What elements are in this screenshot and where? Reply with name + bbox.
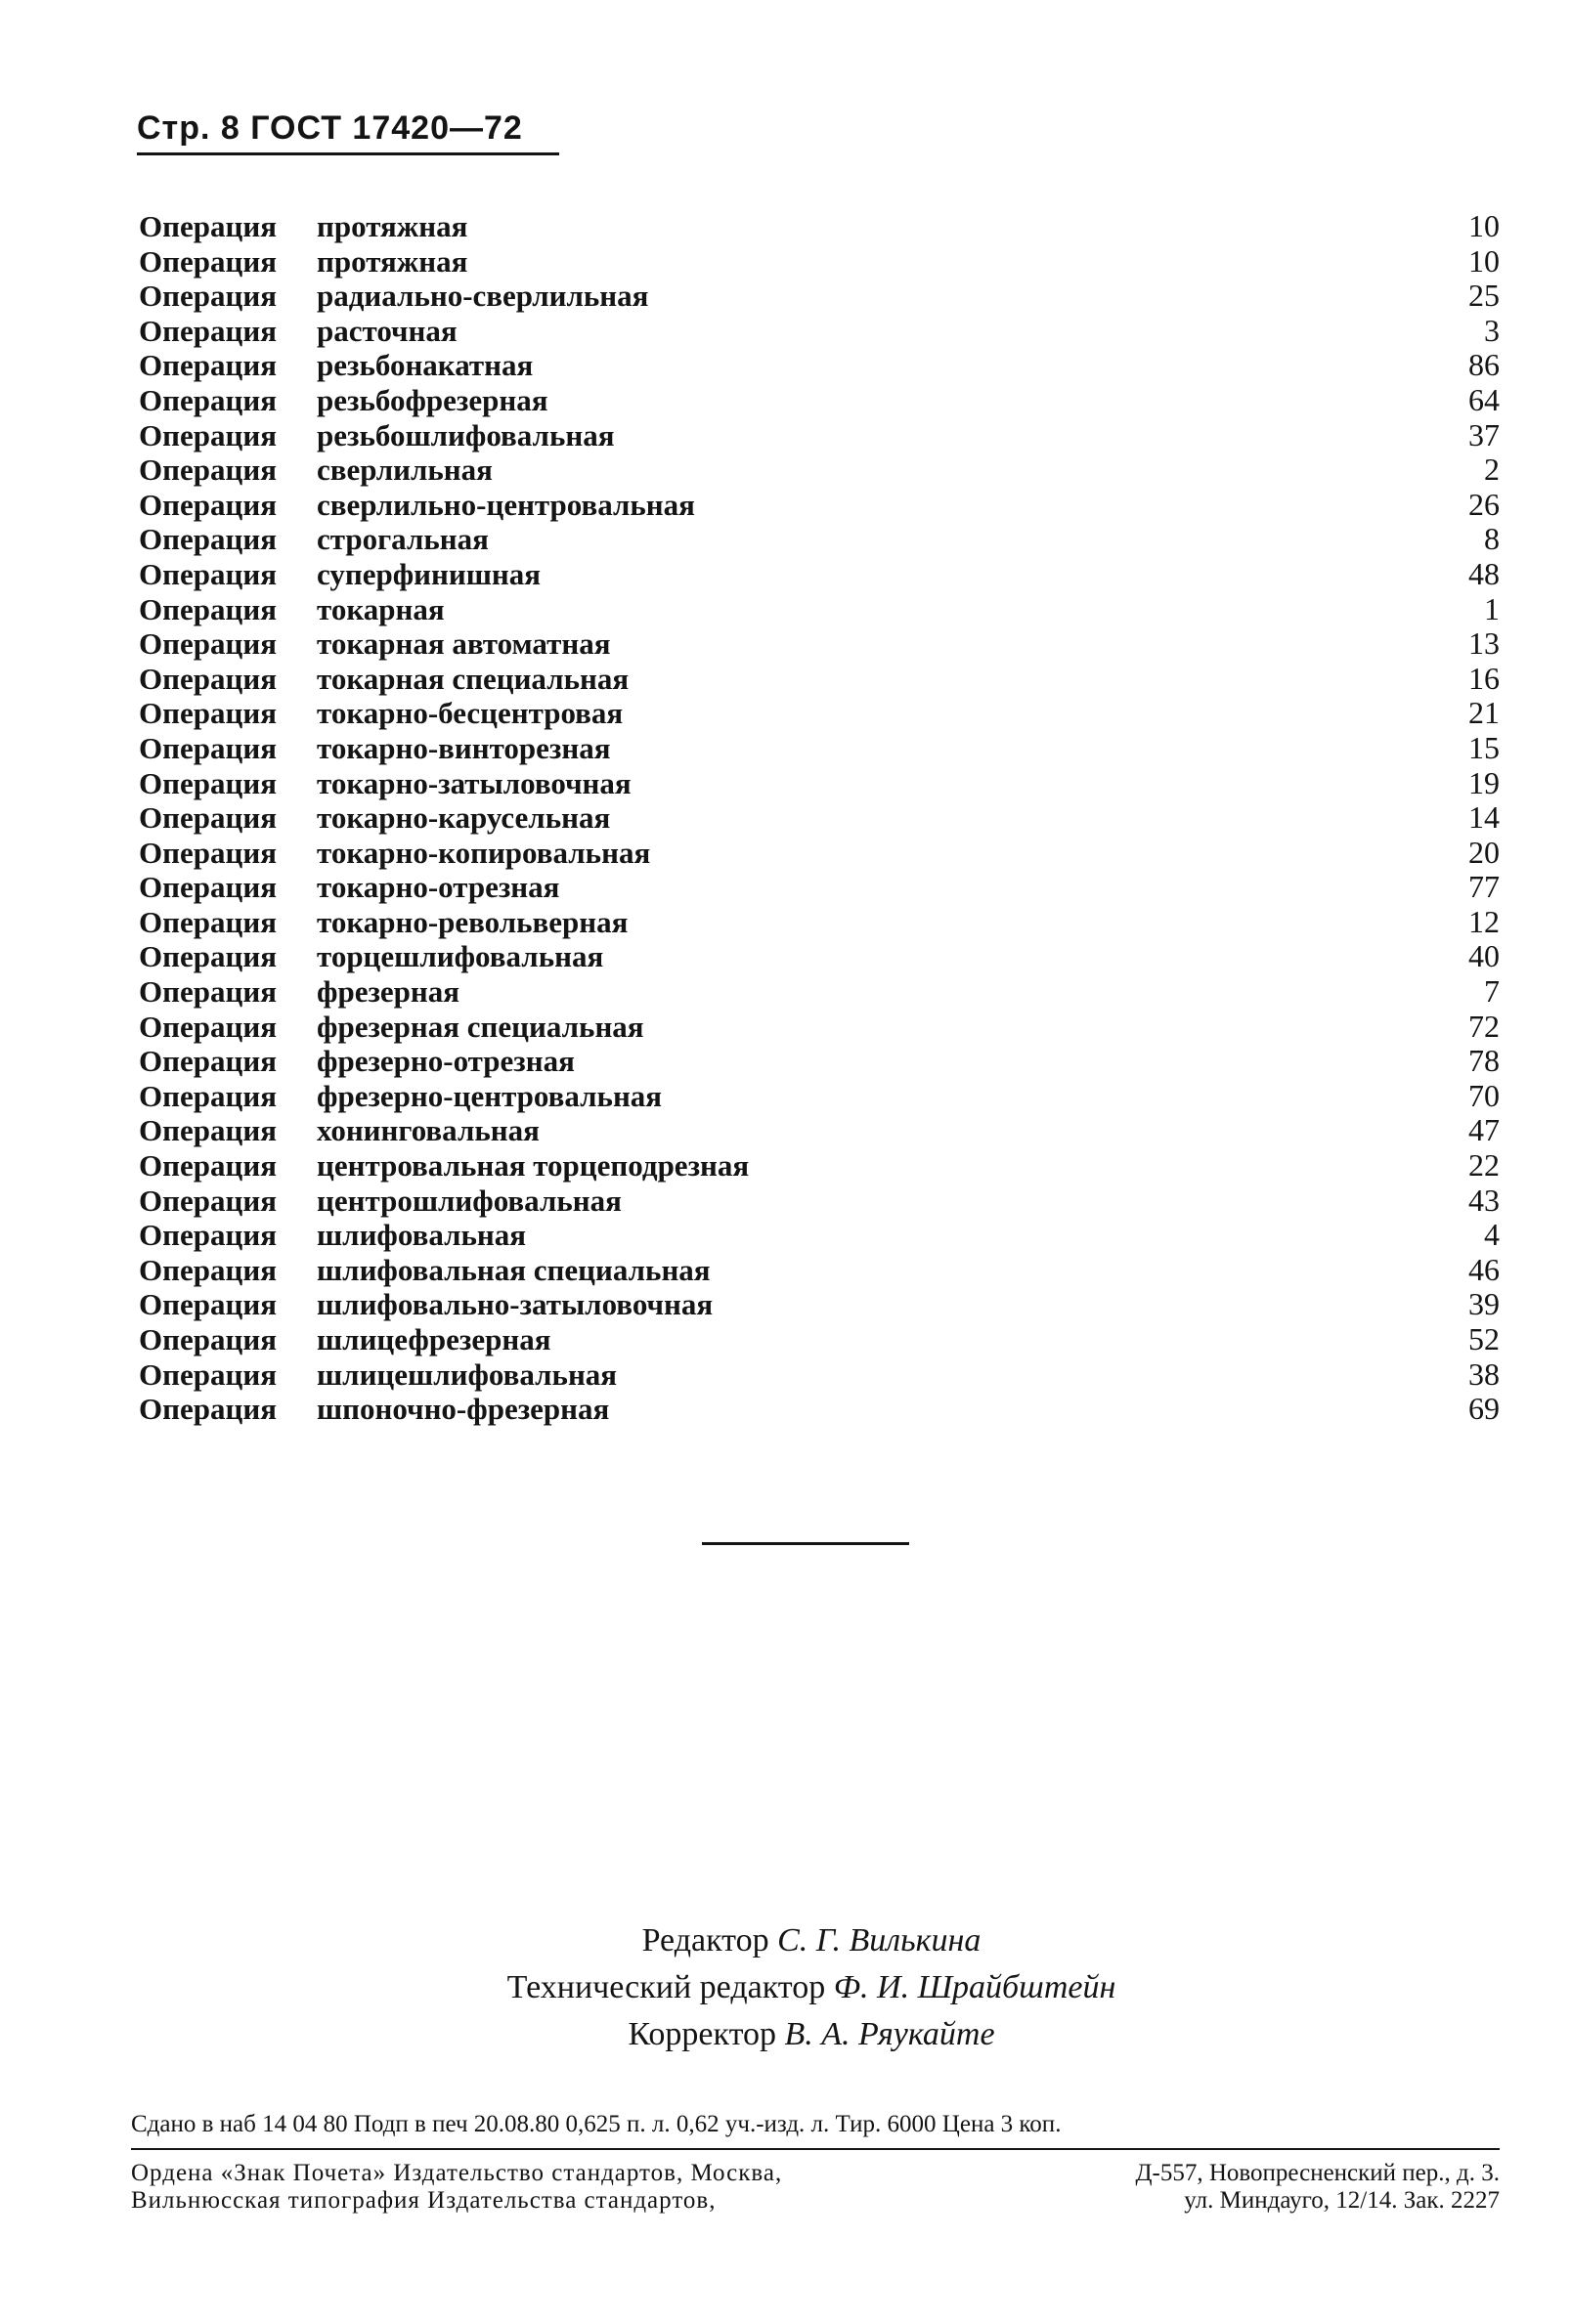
entry-word: Операция [139, 1392, 277, 1427]
entry-page-number: 10 [1468, 242, 1500, 279]
entry-word: Операция [139, 1078, 277, 1113]
entry-name: токарная специальная [317, 661, 630, 696]
entry-page-number: 72 [1468, 1008, 1500, 1044]
entry-word: Операция [139, 313, 277, 348]
section-divider [702, 1542, 909, 1545]
entry-word: Операция [139, 417, 277, 452]
entry-page-number: 19 [1468, 764, 1500, 800]
editor-line [371, 1917, 1251, 1964]
entry-word: Операция [139, 1148, 277, 1184]
corrector-line [371, 2011, 1251, 2058]
list-item [125, 314, 1513, 349]
entry-name: фрезерно-центровальная [317, 1078, 663, 1113]
list-item [125, 939, 1513, 974]
entry-page-number: 26 [1468, 486, 1500, 522]
entry-page-number: 12 [1468, 903, 1500, 939]
entry-word: Операция [139, 904, 277, 939]
entry-word: Операция [139, 800, 277, 836]
entry-word: Операция [139, 452, 277, 488]
list-item [125, 348, 1513, 383]
entry-word: Операция [139, 1322, 277, 1356]
entry-name: резьбошлифовальная [317, 417, 615, 452]
entry-page-number: 70 [1468, 1077, 1500, 1113]
list-item [125, 279, 1513, 314]
entry-page-number: 78 [1468, 1043, 1500, 1079]
entry-page-number: 15 [1468, 729, 1500, 765]
entry-word: Операция [139, 870, 277, 905]
list-item [125, 662, 1513, 697]
entry-word: Операция [139, 522, 277, 557]
entry-name: протяжная [317, 243, 468, 279]
entry-page-number: 40 [1468, 938, 1500, 974]
publisher-row [131, 2160, 1500, 2187]
entry-page-number: 14 [1468, 799, 1500, 836]
entry-name: шлицешлифовальная [317, 1356, 618, 1392]
entry-name: торцешлифовальная [317, 939, 604, 974]
entry-word: Операция [139, 1252, 277, 1287]
list-item [125, 836, 1513, 871]
entry-name: сверлильная [317, 452, 493, 488]
entry-word: Операция [139, 696, 277, 731]
list-item [125, 731, 1513, 766]
printer-row [131, 2187, 1500, 2215]
corrector-name: В. А. Ряукайте [784, 2016, 995, 2052]
list-item [125, 592, 1513, 627]
entry-name: токарно-винторезная [317, 730, 611, 765]
entry-page-number: 16 [1468, 660, 1500, 696]
entry-page-number: 86 [1468, 347, 1500, 383]
entry-word: Операция [139, 661, 277, 696]
entry-word: Операция [139, 556, 277, 591]
entry-word: Операция [139, 243, 277, 279]
entry-page-number: 3 [1484, 312, 1500, 348]
entry-word: Операция [139, 382, 277, 417]
entry-page-number: 25 [1468, 278, 1500, 314]
entry-page-number: 20 [1468, 834, 1500, 870]
list-item [125, 1044, 1513, 1079]
entry-page-number: 13 [1468, 625, 1500, 662]
entry-word: Операция [139, 1113, 277, 1148]
list-item [125, 1357, 1513, 1393]
list-item [125, 905, 1513, 940]
entry-name: протяжная [317, 209, 468, 243]
entry-word: Операция [139, 487, 277, 522]
list-item [125, 557, 1513, 592]
list-item [125, 383, 1513, 418]
entry-name: резьбофрезерная [317, 382, 548, 417]
printer-name: Вильнюсская типография Издательства стандартов, [131, 2187, 717, 2214]
editor-name: С. Г. Вилькина [777, 1922, 982, 1958]
entry-name: токарно-копировальная [317, 835, 651, 870]
entry-name: фрезерная [317, 974, 460, 1010]
list-item [125, 1148, 1513, 1184]
entry-name: токарно-отрезная [317, 870, 560, 905]
header-rule [137, 152, 559, 155]
list-item [125, 870, 1513, 905]
entry-word: Операция [139, 1183, 277, 1218]
entry-page-number: 69 [1468, 1391, 1500, 1427]
entry-page-number: 77 [1468, 869, 1500, 905]
print-details: Сдано в наб 14 04 80 Подп в печ 20.08.80 0,625 п. л. 0,62 уч.-изд. л. Тир. 6000 Цена 3 коп. [131, 2111, 1062, 2137]
list-item [125, 488, 1513, 523]
entry-name: шлифовальная [317, 1218, 527, 1253]
printer-address: ул. Миндауго, 12/14. Зак. 2227 [1184, 2187, 1500, 2214]
entry-page-number: 39 [1468, 1286, 1500, 1322]
entry-name: шпоночно-фрезерная [317, 1392, 610, 1427]
entry-name: фрезерно-отрезная [317, 1044, 575, 1079]
entry-name: строгальная [317, 522, 489, 557]
corrector-role: Корректор [628, 2016, 776, 2052]
list-item [125, 1392, 1513, 1427]
tech-editor-name: Ф. И. Шрайбштейн [833, 1969, 1116, 2005]
entry-word: Операция [139, 626, 277, 662]
entry-word: Операция [139, 939, 277, 974]
entry-name: токарно-бесцентровая [317, 696, 624, 731]
entry-name: токарно-револьверная [317, 904, 629, 939]
entry-name: токарная автоматная [317, 626, 611, 662]
entry-word: Операция [139, 348, 277, 383]
entry-name: токарно-затыловочная [317, 765, 632, 800]
entry-name: фрезерная специальная [317, 1009, 644, 1044]
entry-word: Операция [139, 209, 277, 243]
page-label: Стр. 8 [137, 109, 240, 147]
entry-word: Операция [139, 591, 277, 626]
entry-page-number: 43 [1468, 1182, 1500, 1218]
list-item [125, 1113, 1513, 1148]
entry-word: Операция [139, 1218, 277, 1253]
entry-page-number: 1 [1484, 590, 1500, 626]
entry-page-number: 46 [1468, 1251, 1500, 1287]
list-item [125, 1010, 1513, 1045]
entry-name: шлифовальная специальная [317, 1252, 711, 1287]
entry-word: Операция [139, 279, 277, 314]
entry-word: Операция [139, 974, 277, 1010]
list-item [125, 1079, 1513, 1114]
credits-block [371, 1917, 1251, 2058]
entry-page-number: 4 [1484, 1217, 1500, 1253]
tech-editor-role: Технический редактор [506, 1969, 826, 2005]
list-item [125, 452, 1513, 488]
list-item [125, 800, 1513, 836]
entry-page-number: 37 [1468, 416, 1500, 452]
entry-name: центровальная торцеподрезная [317, 1148, 750, 1184]
list-item [125, 766, 1513, 801]
publisher-address: Д-557, Новопресненский пер., д. 3. [1135, 2160, 1500, 2186]
operations-index-list [125, 209, 1513, 1427]
page-header [137, 109, 523, 148]
list-item [125, 974, 1513, 1010]
entry-word: Операция [139, 835, 277, 870]
entry-word: Операция [139, 765, 277, 800]
entry-name: шлифовально-затыловочная [317, 1287, 714, 1322]
tech-editor-line [371, 1964, 1251, 2011]
entry-page-number: 52 [1468, 1321, 1500, 1356]
entry-word: Операция [139, 1009, 277, 1044]
entry-page-number: 38 [1468, 1356, 1500, 1392]
entry-name: токарная [317, 591, 445, 626]
entry-page-number: 64 [1468, 381, 1500, 417]
list-item [125, 209, 1513, 244]
entry-word: Операция [139, 1287, 277, 1322]
publisher-name: Ордена «Знак Почета» Издательство стандартов, Москва, [131, 2160, 783, 2186]
list-item [125, 1287, 1513, 1322]
entry-word: Операция [139, 1356, 277, 1392]
entry-name: суперфинишная [317, 556, 542, 591]
entry-page-number: 8 [1484, 521, 1500, 557]
entry-page-number: 48 [1468, 555, 1500, 591]
imprint-block [131, 2107, 1500, 2215]
entry-name: токарно-карусельная [317, 800, 611, 836]
list-item [125, 522, 1513, 557]
entry-name: шлицефрезерная [317, 1322, 551, 1356]
entry-name: радиально-сверлильная [317, 279, 649, 314]
list-item [125, 626, 1513, 662]
entry-page-number: 21 [1468, 695, 1500, 731]
editor-role: Редактор [641, 1922, 769, 1958]
list-item [125, 1253, 1513, 1288]
list-item [125, 418, 1513, 453]
entry-word: Операция [139, 1044, 277, 1079]
entry-name: резьбонакатная [317, 348, 534, 383]
list-item [125, 244, 1513, 280]
entry-name: сверлильно-центровальная [317, 487, 695, 522]
imprint-rule [131, 2148, 1500, 2150]
entry-page-number: 47 [1468, 1112, 1500, 1148]
list-item [125, 1184, 1513, 1219]
entry-word: Операция [139, 730, 277, 765]
list-item [125, 696, 1513, 731]
list-item [125, 1218, 1513, 1253]
entry-page-number: 7 [1484, 973, 1500, 1010]
entry-name: центрошлифовальная [317, 1183, 622, 1218]
list-item [125, 1322, 1513, 1357]
entry-name: хонинговальная [317, 1113, 540, 1148]
entry-page-number: 10 [1468, 208, 1500, 243]
entry-name: расточная [317, 313, 458, 348]
entry-page-number: 2 [1484, 452, 1500, 488]
standard-number: ГОСТ 17420—72 [250, 109, 523, 147]
entry-page-number: 22 [1468, 1147, 1500, 1184]
